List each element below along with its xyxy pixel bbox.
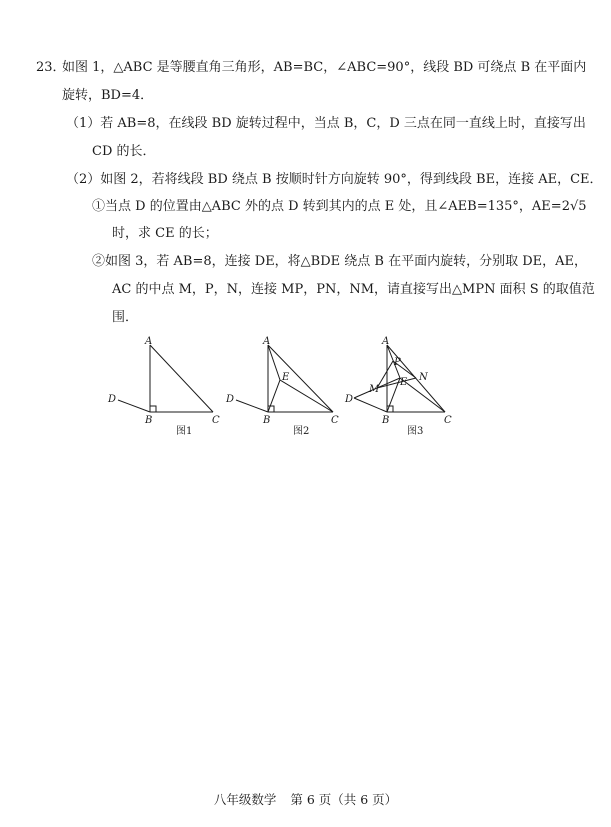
fig3-label-m: M: [369, 384, 380, 395]
fig3-label-a: A: [382, 336, 390, 347]
footer-page: 第 6 页（共 6 页）: [290, 792, 398, 807]
question-number: 23．: [36, 60, 66, 75]
sub1-line1: ①当点 D 的位置由△ABC 外的点 D 转到其内的点 E 处，且∠AEB=135°，AE=2√5: [92, 199, 587, 214]
part2-intro: （2）如图 2，若将线段 BD 绕点 B 按顺时针方向旋转 90°，得到线段 BE，连接 AE，CE．: [66, 172, 603, 187]
fig1-label-a: A: [145, 336, 153, 347]
footer-subject: 八年级数学: [213, 792, 277, 807]
fig3-caption: 图3: [407, 426, 424, 437]
fig2-caption: 图2: [293, 426, 310, 437]
fig1-label-b: B: [145, 415, 153, 426]
sub1-line2: 时，求 CE 的长；: [112, 226, 218, 241]
part1-line2: CD 的长．: [92, 144, 156, 159]
page-footer: [0, 790, 611, 808]
question-stem-line2: 旋转，BD=4．: [62, 88, 154, 103]
sub2-line1: ②如图 3，若 AB=8，连接 DE，将△BDE 绕点 B 在平面内旋转，分别取 DE，AE，: [92, 254, 588, 269]
part1-line1: （1）若 AB=8，在线段 BD 旋转过程中，当点 B，C，D 三点在同一直线上时，直接写出: [66, 116, 586, 131]
fig1-caption: 图1: [176, 426, 193, 437]
fig2-label-a: A: [263, 336, 271, 347]
geometry-figures: [100, 330, 480, 440]
fig3-label-p: P: [394, 357, 401, 368]
fig3-label-n: N: [419, 372, 428, 383]
sub2-line3: 围．: [112, 310, 139, 325]
fig1-label-d: D: [108, 394, 117, 405]
fig3-label-c: C: [444, 415, 452, 426]
fig3-label-e: E: [400, 377, 408, 388]
figure-1: [118, 345, 213, 412]
fig1-label-c: C: [212, 415, 220, 426]
fig3-label-b: B: [382, 415, 390, 426]
fig2-label-e: E: [282, 372, 290, 383]
fig3-label-d: D: [345, 394, 354, 405]
sub2-line2: AC 的中点 M，P，N，连接 MP，PN，NM，请直接写出△MPN 面积 S 的取值范: [112, 282, 595, 297]
fig2-label-c: C: [331, 415, 339, 426]
question-stem-line1: 如图 1，△ABC 是等腰直角三角形，AB=BC，∠ABC=90°，线段 BD 可绕点 B 在平面内: [62, 60, 587, 75]
fig2-label-d: D: [226, 394, 235, 405]
fig2-label-b: B: [263, 415, 271, 426]
